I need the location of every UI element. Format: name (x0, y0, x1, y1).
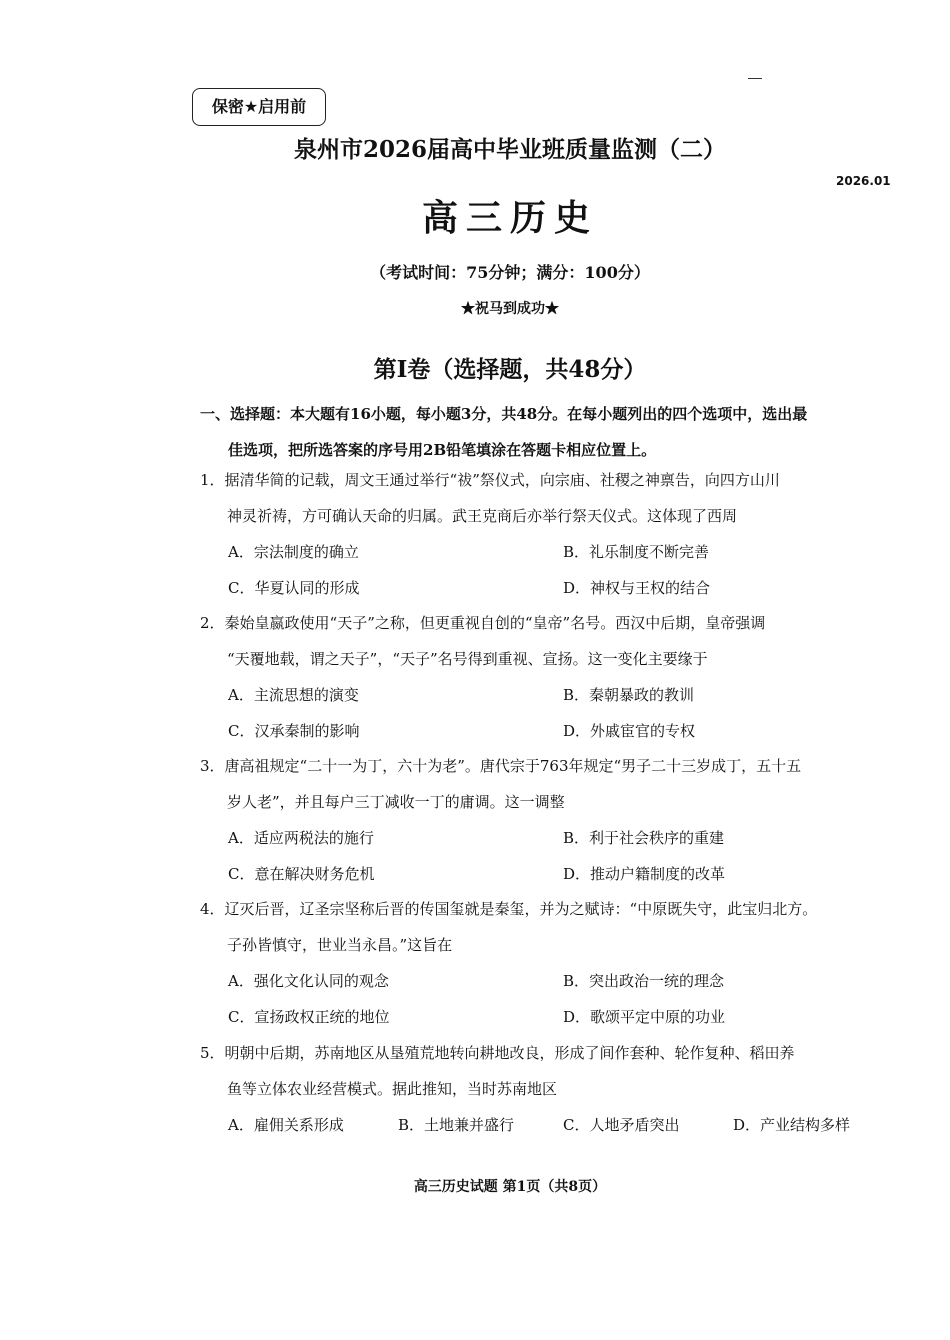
question-5 (200, 1035, 895, 1143)
option-c: C．华夏认同的形成 (228, 579, 360, 597)
option-b: B．利于社会秩序的重建 (563, 829, 725, 847)
question-stem-cont: “天覆地载，谓之天子”，“天子”名号得到重视、宣扬。这一变化主要缘于 (227, 650, 708, 668)
option-b: B．秦朝暴政的教训 (563, 686, 695, 704)
question-4 (200, 891, 895, 1035)
option-d: D．外戚宦官的专权 (563, 722, 696, 740)
option-c: C．宣扬政权正统的地位 (228, 1008, 390, 1026)
question-3 (200, 748, 895, 892)
question-stem: 3．唐高祖规定“二十一为丁，六十为老”。唐代宗于763年规定“男子二十三岁成丁，五十五 (200, 757, 802, 775)
option-d: D．歌颂平定中原的功业 (563, 1008, 726, 1026)
question-stem: 2．秦始皇嬴政使用“天子”之称，但更重视自创的“皇帝”名号。西汉中后期，皇帝强调 (200, 614, 766, 632)
question-stem: 5．明朝中后期，苏南地区从垦殖荒地转向耕地改良，形成了间作套种、轮作复种、稻田养 (200, 1044, 795, 1062)
option-b: B．礼乐制度不断完善 (563, 543, 710, 561)
corner-dash (748, 78, 762, 79)
option-a: A．雇佣关系形成 (228, 1116, 344, 1134)
question-1 (200, 462, 895, 606)
question-stem-cont: 岁人老”，并且每户三丁减收一丁的庸调。这一调整 (227, 793, 565, 811)
question-stem-cont: 子孙皆慎守，世业当永昌。”这旨在 (227, 936, 453, 954)
option-d: D．神权与王权的结合 (563, 579, 711, 597)
option-a: A．适应两税法的施行 (228, 829, 374, 847)
question-2 (200, 605, 895, 749)
exam-title: 泉州市2026届高中毕业班质量监测（二） (293, 136, 726, 163)
question-stem: 1．据清华简的记载，周文王通过举行“祓”祭仪式，向宗庙、社稷之神禀告，向四方山川 (200, 471, 780, 489)
question-stem: 4．辽灭后晋，辽圣宗坚称后晋的传国玺就是秦玺，并为之赋诗：“中原既失守，此宝归北方。 (200, 900, 818, 918)
option-c: C．人地矛盾突出 (563, 1116, 680, 1134)
exam-info: （考试时间：75分钟；满分：100分） (370, 263, 650, 282)
exam-date: 2026.01 (836, 174, 891, 188)
option-c: C．意在解决财务危机 (228, 865, 375, 883)
option-b: B．突出政治一统的理念 (563, 972, 725, 990)
option-a: A．宗法制度的确立 (228, 543, 359, 561)
option-c: C．汉承秦制的影响 (228, 722, 360, 740)
blessing: ★祝马到成功★ (461, 301, 559, 317)
option-a: A．强化文化认同的观念 (228, 972, 389, 990)
instruction-line: 一、选择题：本大题有16小题，每小题3分，共48分。在每小题列出的四个选项中，选出最 (200, 405, 808, 423)
section-title: 第Ⅰ卷（选择题，共48分） (373, 356, 647, 383)
option-d: D．推动户籍制度的改革 (563, 865, 726, 883)
question-stem-cont: 神灵祈祷，方可确认天命的归属。武王克商后亦举行祭天仪式。这体现了西周 (227, 507, 738, 525)
instruction-line: 佳选项，把所选答案的序号用2B铅笔填涂在答题卡相应位置上。 (228, 441, 657, 459)
option-b: B．土地兼并盛行 (398, 1116, 515, 1134)
section-instructions (200, 396, 890, 468)
subject-title: 高三历史 (421, 197, 598, 239)
question-stem-cont: 鱼等立体农业经营模式。据此推知，当时苏南地区 (227, 1080, 558, 1098)
confidential-label: 保密★启用前 (192, 88, 326, 126)
option-a: A．主流思想的演变 (228, 686, 359, 704)
option-d: D．产业结构多样 (733, 1116, 851, 1134)
page-footer: 高三历史试题 第1页（共8页） (413, 1179, 607, 1195)
